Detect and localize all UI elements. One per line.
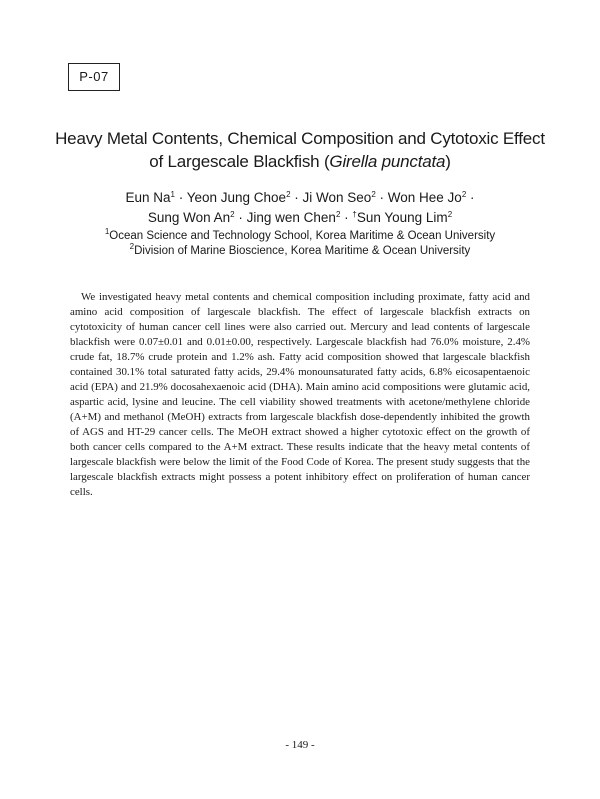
author-separator: · (234, 210, 247, 225)
author-affil-sup: 2 (371, 190, 376, 199)
title-line-1: Heavy Metal Contents, Chemical Composition and Cytotoxic Effect (55, 129, 545, 148)
author-separator: · (290, 190, 303, 205)
author-list (40, 188, 560, 228)
author-separator: · (340, 210, 353, 225)
title-line-2-suffix: ) (445, 152, 451, 171)
author-affil-sup: 2 (335, 210, 341, 219)
affiliation-text: Ocean Science and Technology School, Korea Maritime & Ocean University (109, 230, 496, 242)
author-separator: · (466, 190, 475, 205)
page-number: - 149 - (285, 739, 315, 751)
affiliation-sup: 1 (104, 227, 110, 236)
author-separator: · (375, 190, 388, 205)
paper-title (40, 127, 560, 173)
species-name: Girella punctata (329, 152, 446, 171)
abstract-body: We investigated heavy metal contents and chemical composition including proximate, fatty acid and amino acid composition of largescale blackfish. The effect of largescale blackfish extracts on cytotoxicity of human cancer cell lines were also carried out. Mercury and lead contents of largescale blackfish were 0.07±0.01 and 0.01±0.00, respectively. Largescale blackfish had 76.0% moisture, 2.4% crude fat, 18.7% crude protein and 1.2% ash. Fatty acid composition showed that largescale blackfish contained 30.1% total saturated fatty acids, 29.4% monounsaturated fatty acids, 6.8% eicosapentaenoic acid (EPA) and 21.9% docosahexaenoic acid (DHA). Main amino acid compositions were glutamic acid, aspartic acid, lysine and leucine. The cell viability showed treatments with acetone/methylene chloride (A+M) and methanol (MeOH) extracts from largescale blackfish dose-dependently inhibited the growth of AGS and HT-29 cancer cells. The MeOH extract showed a higher cytotoxic effect on the growth of both cancer cells compared to the A+M extract. These results indicate that the heavy metal contents of largescale blackfish were below the limit of the Food Code of Korea. The present study suggests that the largescale blackfish extracts might possess a potent inhibitory effect on proliferation of human cancer cells. (70, 291, 530, 498)
author-line-2 (40, 208, 560, 228)
author-name: Won Hee Jo (387, 190, 462, 205)
author-name: Sun Young Lim (356, 210, 448, 225)
author-affil-sup: 1 (170, 190, 175, 199)
title-line-2 (40, 150, 560, 173)
title-line-2-prefix: of Largescale Blackfish ( (149, 152, 330, 171)
corresponding-author-dagger: † (352, 210, 357, 219)
author-name: Jing wen Chen (246, 210, 336, 225)
author-name: Yeon Jung Choe (186, 190, 287, 205)
author-separator: · (174, 190, 187, 205)
author-name: Eun Na (125, 190, 171, 205)
poster-code-box (68, 63, 120, 91)
author-line-1 (40, 188, 560, 208)
author-affil-sup: 2 (461, 190, 467, 199)
affiliation-sup: 2 (129, 242, 135, 251)
affiliation-1 (40, 229, 560, 244)
author-affil-sup: 2 (230, 210, 235, 219)
affiliation-2 (40, 244, 560, 259)
affiliation-text: Division of Marine Bioscience, Korea Maritime & Ocean University (134, 245, 471, 257)
author-affil-sup: 2 (286, 190, 291, 199)
author-name: Ji Won Seo (302, 190, 372, 205)
poster-code: P-07 (79, 69, 109, 84)
affiliation-list (40, 229, 560, 259)
author-name: Sung Won An (147, 210, 231, 225)
author-affil-sup: 2 (447, 210, 453, 219)
